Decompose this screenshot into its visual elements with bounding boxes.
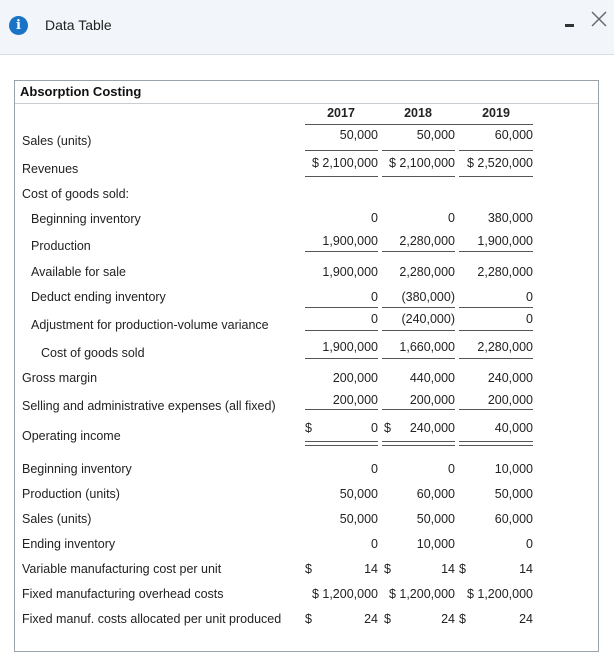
- row-label: Beginning inventory: [31, 212, 141, 226]
- table-cell: 1,660,000: [399, 340, 455, 354]
- double-underline: [305, 441, 378, 442]
- row-label: Cost of goods sold:: [22, 187, 130, 201]
- currency-symbol: $: [305, 562, 312, 576]
- column-header: 2018: [404, 106, 432, 120]
- table-cell: 50,000: [339, 128, 378, 142]
- cell-underline: [305, 150, 378, 151]
- cell-underline: [382, 358, 455, 359]
- table-cell: 1,900,000: [477, 234, 533, 248]
- row-label: Production: [31, 239, 91, 253]
- row-label: Sales (units): [22, 512, 92, 526]
- table-cell: 1,900,000: [322, 340, 378, 354]
- cell-underline: [305, 409, 378, 410]
- table-cell: 380,000: [487, 211, 533, 225]
- row-label: Variable manufacturing cost per unit: [22, 562, 222, 576]
- table-cell: 240,000: [487, 371, 533, 385]
- double-underline: [382, 445, 455, 446]
- table-cell: 200,000: [332, 371, 378, 385]
- currency-symbol: $: [305, 612, 312, 626]
- table-cell: 200,000: [487, 393, 533, 407]
- table-cell: 2,280,000: [399, 265, 455, 279]
- table-cell: 50,000: [339, 512, 378, 526]
- header-underline: [305, 124, 533, 125]
- table-cell: 0: [526, 537, 533, 551]
- table-cell: 1,900,000: [322, 265, 378, 279]
- table-cell: 10,000: [494, 462, 533, 476]
- table-cell: 2,280,000: [399, 234, 455, 248]
- cell-underline: [459, 409, 533, 410]
- table-cell: (380,000): [401, 290, 455, 304]
- table-cell: 0: [526, 290, 533, 304]
- row-label: Selling and administrative expenses (all fixed): [22, 399, 276, 413]
- table-cell: 1,900,000: [322, 234, 378, 248]
- cell-underline: [382, 251, 455, 252]
- cell-underline: [459, 307, 533, 308]
- row-label: Revenues: [22, 162, 79, 176]
- currency-symbol: $: [305, 421, 312, 435]
- title-bar: [0, 0, 614, 55]
- data-table-panel: [14, 80, 599, 652]
- cell-underline: [305, 330, 378, 331]
- table-cell: 0: [371, 462, 378, 476]
- double-underline: [459, 445, 533, 446]
- currency-symbol: $: [384, 421, 391, 435]
- table-cell: 0: [448, 211, 455, 225]
- cell-underline: [382, 176, 455, 177]
- cell-underline: [305, 358, 378, 359]
- table-cell: $ 1,200,000: [388, 587, 455, 601]
- cell-underline: [459, 150, 533, 151]
- table-cell: 0: [371, 290, 378, 304]
- cell-underline: [382, 330, 455, 331]
- table-cell: 0: [371, 421, 378, 435]
- info-icon: i: [9, 16, 28, 35]
- table-cell: 60,000: [416, 487, 455, 501]
- window-title: Data Table: [45, 17, 112, 33]
- table-cell: $ 1,200,000: [466, 587, 533, 601]
- double-underline: [459, 441, 533, 442]
- table-cell: 50,000: [339, 487, 378, 501]
- row-label: Gross margin: [22, 371, 98, 385]
- cell-underline: [382, 307, 455, 308]
- table-cell: 60,000: [494, 128, 533, 142]
- table-cell: $ 2,100,000: [311, 156, 378, 170]
- currency-symbol: $: [459, 612, 466, 626]
- row-label: Fixed manuf. costs allocated per unit produced: [22, 612, 282, 626]
- cell-underline: [459, 176, 533, 177]
- table-cell: 0: [371, 211, 378, 225]
- row-label: Available for sale: [31, 265, 126, 279]
- row-label: Production (units): [22, 487, 120, 501]
- table-cell: 440,000: [409, 371, 455, 385]
- row-label: Beginning inventory: [22, 462, 132, 476]
- table-cell: 14: [519, 562, 533, 576]
- table-cell: 24: [441, 612, 455, 626]
- table-cell: 14: [441, 562, 455, 576]
- close-button[interactable]: [586, 6, 612, 32]
- currency-symbol: $: [384, 562, 391, 576]
- table-title: Absorption Costing: [20, 84, 142, 99]
- table-cell: 50,000: [416, 512, 455, 526]
- table-cell: 0: [526, 312, 533, 326]
- cell-underline: [382, 150, 455, 151]
- double-underline: [305, 445, 378, 446]
- cell-underline: [459, 330, 533, 331]
- table-cell: $ 2,520,000: [466, 156, 533, 170]
- row-label: Deduct ending inventory: [31, 290, 166, 304]
- table-cell: 0: [371, 537, 378, 551]
- column-header: 2019: [482, 106, 510, 120]
- row-label: Fixed manufacturing overhead costs: [22, 587, 224, 601]
- table-cell: 240,000: [409, 421, 455, 435]
- cell-underline: [382, 409, 455, 410]
- table-cell: 200,000: [409, 393, 455, 407]
- minimize-button[interactable]: [560, 14, 580, 34]
- table-cell: 50,000: [494, 487, 533, 501]
- cell-underline: [459, 251, 533, 252]
- cell-underline: [305, 176, 378, 177]
- table-cell: 24: [519, 612, 533, 626]
- table-cell: $ 1,200,000: [311, 587, 378, 601]
- table-cell: (240,000): [401, 312, 455, 326]
- minimize-icon: [565, 24, 574, 27]
- currency-symbol: $: [384, 612, 391, 626]
- row-label: Ending inventory: [22, 537, 116, 551]
- cell-underline: [305, 251, 378, 252]
- row-label: Sales (units): [22, 134, 92, 148]
- cell-underline: [305, 307, 378, 308]
- table-cell: 2,280,000: [477, 265, 533, 279]
- row-label: Adjustment for production-volume variance: [31, 318, 269, 332]
- currency-symbol: $: [459, 562, 466, 576]
- table-cell: 24: [364, 612, 378, 626]
- close-icon: [586, 6, 612, 32]
- table-cell: $ 2,100,000: [388, 156, 455, 170]
- table-cell: 2,280,000: [477, 340, 533, 354]
- table-cell: 40,000: [494, 421, 533, 435]
- table-cell: 50,000: [416, 128, 455, 142]
- table-cell: 14: [364, 562, 378, 576]
- cell-underline: [459, 358, 533, 359]
- row-label: Cost of goods sold: [41, 346, 145, 360]
- title-divider: [15, 103, 598, 104]
- row-label: Operating income: [22, 429, 121, 443]
- table-cell: 10,000: [416, 537, 455, 551]
- table-cell: 200,000: [332, 393, 378, 407]
- table-cell: 60,000: [494, 512, 533, 526]
- table-cell: 0: [371, 312, 378, 326]
- column-header: 2017: [327, 106, 355, 120]
- double-underline: [382, 441, 455, 442]
- table-cell: 0: [448, 462, 455, 476]
